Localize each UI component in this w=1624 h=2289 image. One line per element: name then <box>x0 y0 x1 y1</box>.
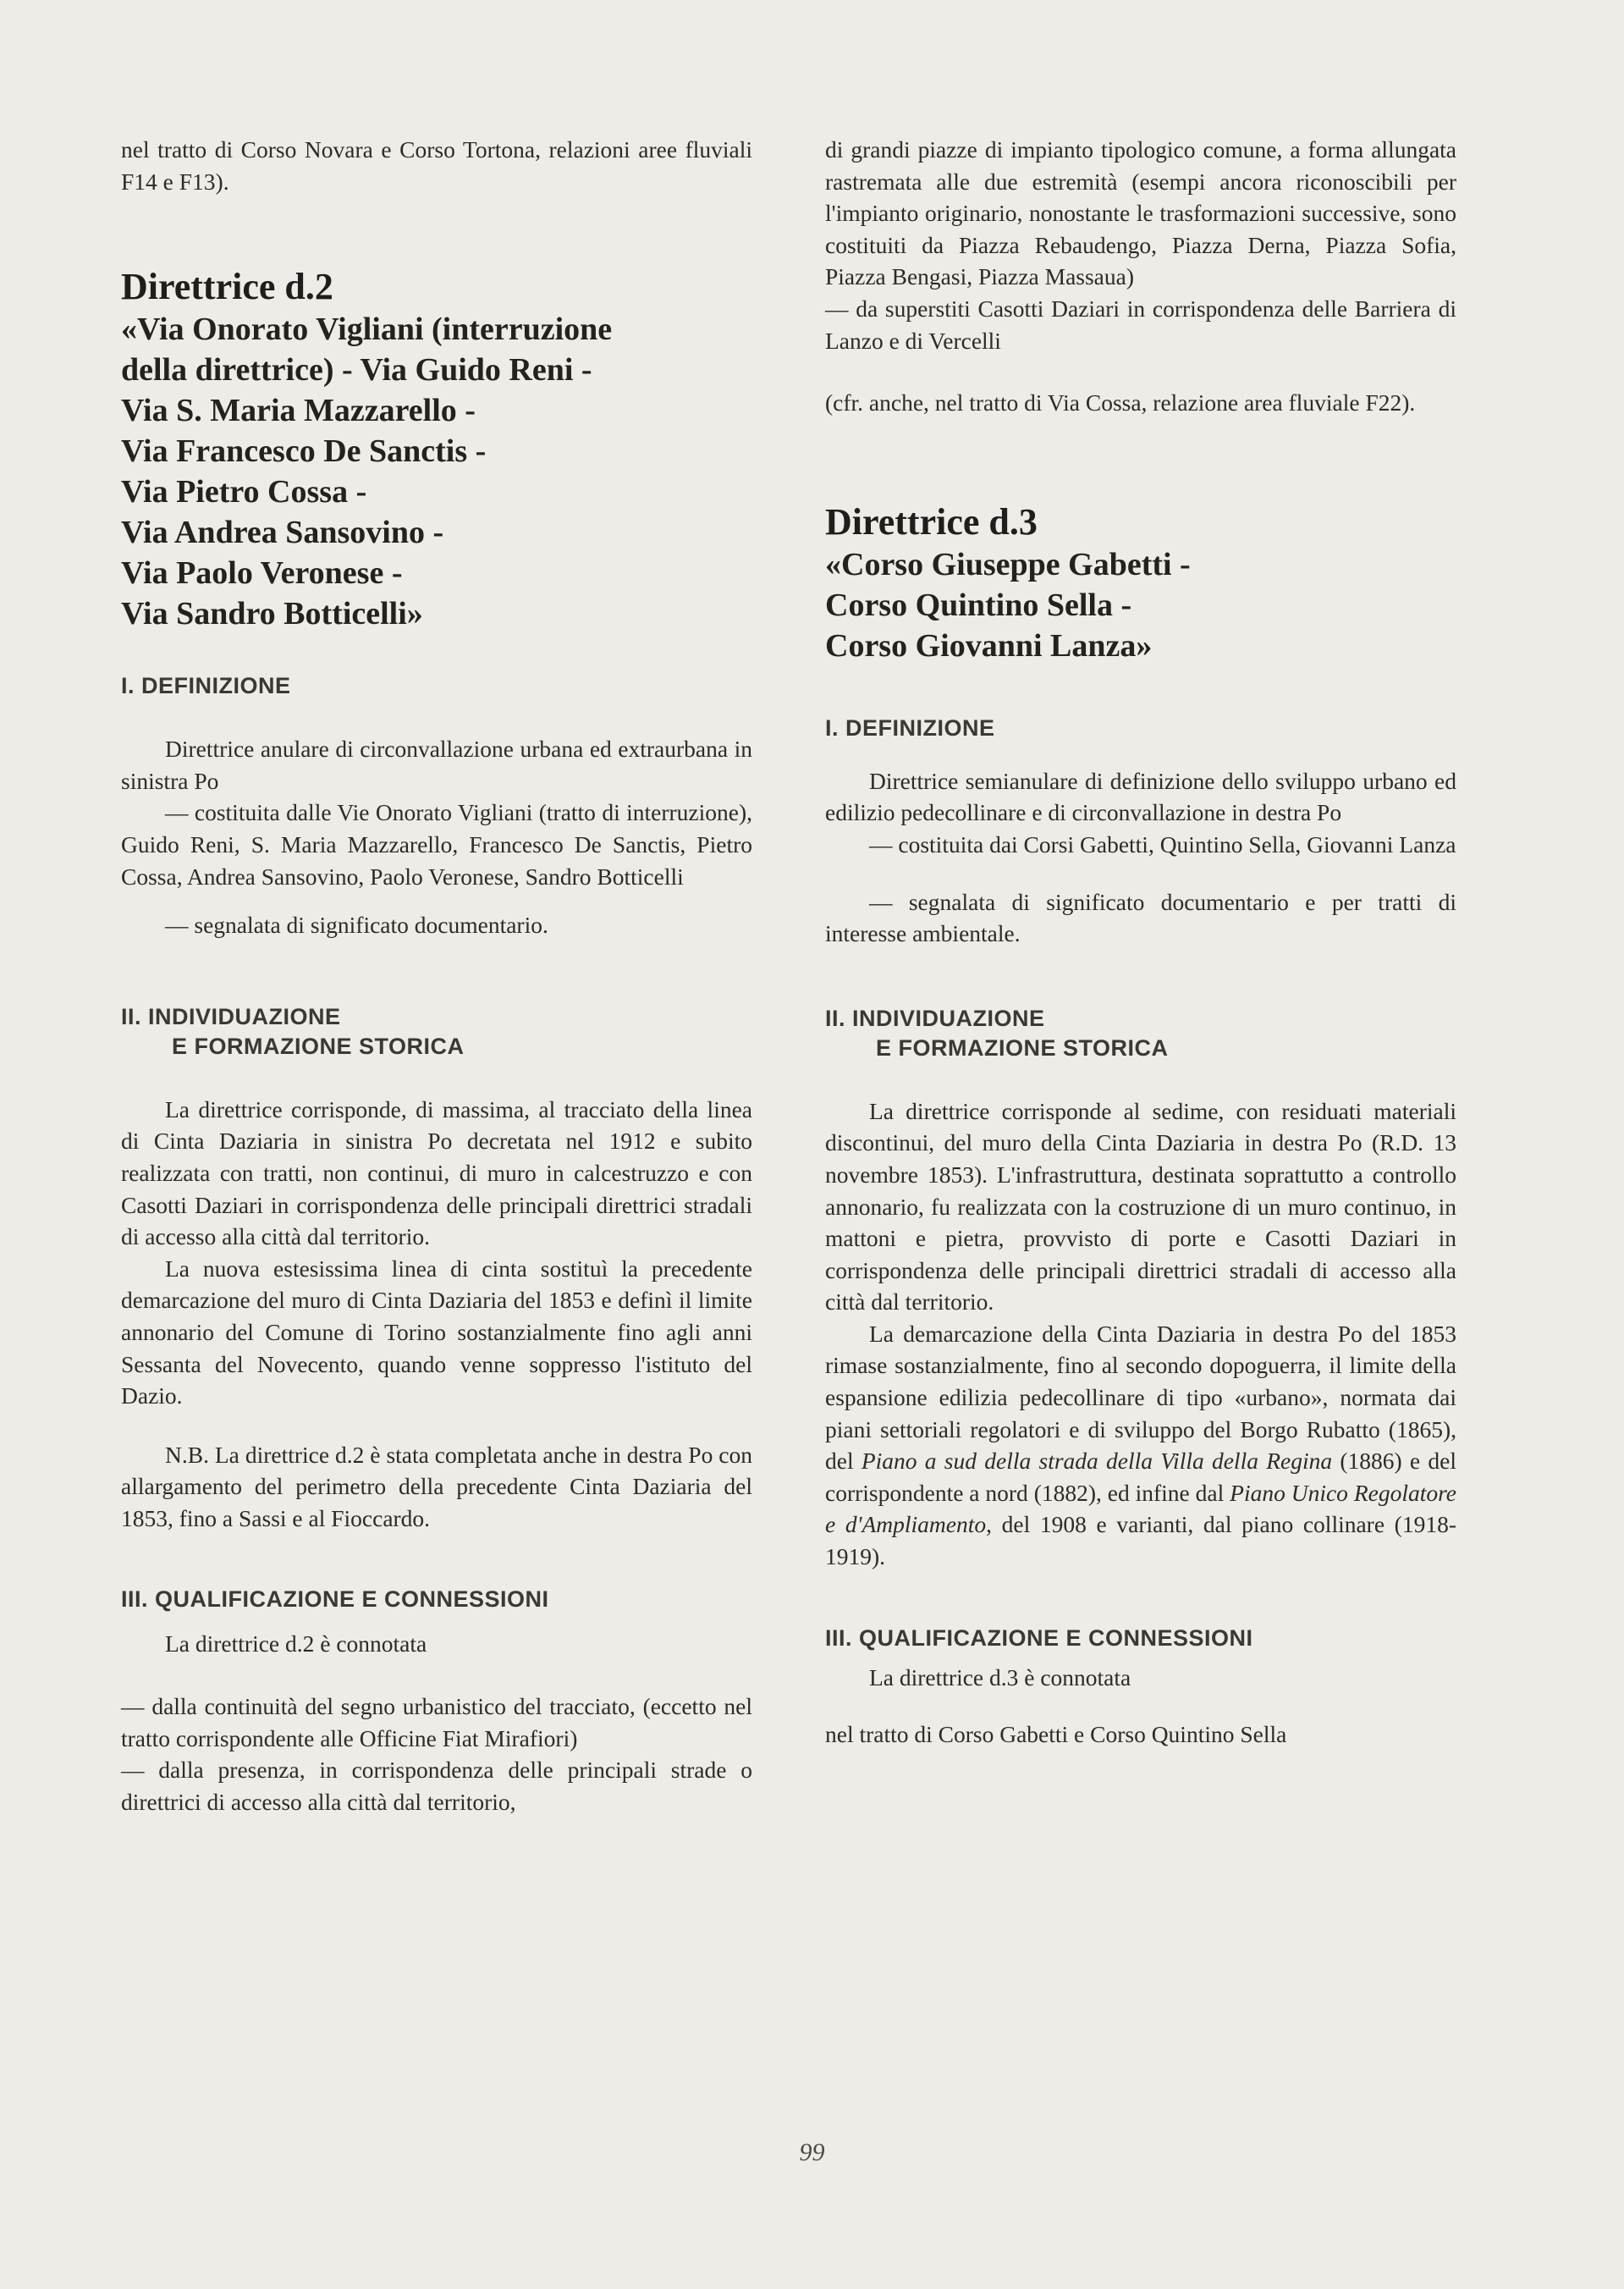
heading-qualificazione: III. QUALIFICAZIONE E CONNESSIONI <box>825 1624 1253 1651</box>
heading-qualificazione: III. QUALIFICAZIONE E CONNESSIONI <box>121 1586 549 1613</box>
left-column <box>121 134 752 1817</box>
paragraph: (cfr. anche, nel tratto di Via Cossa, relazione area fluviale F22). <box>825 389 1416 416</box>
paragraph: — da superstiti Casotti Daziari in corrispondenza delle Barriera di Lanzo e di Vercelli <box>825 295 1456 354</box>
heading-individuazione: II. INDIVIDUAZIONE E FORMAZIONE STORICA <box>121 1003 465 1059</box>
heading-definizione: I. DEFINIZIONE <box>825 714 995 741</box>
paragraph-note: N.B. La direttrice d.2 è stata completata anche in destra Po con allargamento del perimetro della precedente Cinta Daziaria del 1853, fino a Sassi e al Fioccardo. <box>121 1441 752 1531</box>
section-title: Direttrice d.2 <box>121 266 333 308</box>
paragraph: La nuova estesissima linea di cinta sostituì la precedente demarcazione del muro di Cinta Daziaria del 1853 e definì il limite annonario del Comune di Torino sostanzialmente fino agli anni Sessanta del Novecento, quando venne soppresso l'istituto del Dazio. <box>121 1255 752 1409</box>
paragraph: — dalla continuità del segno urbanistico del tracciato, (eccetto nel tratto corrispondente alle Officine Fiat Mirafiori) <box>121 1693 752 1751</box>
page-number: 99 <box>799 2138 825 2166</box>
section-subtitle: «Corso Giuseppe Gabetti - Corso Quintino Sella - Corso Giovanni Lanza» <box>825 546 1191 664</box>
paragraph: di grandi piazze di impianto tipologico comune, a forma allungata rastremata alle due estremità (esempi ancora riconoscibili per l'impianto originario, nonostante le trasformazioni successive, sono costituiti da Piazza Rebaudengo, Piazza Derna, Piazza Sofia, Piazza Bengasi, Piazza Massaua) <box>825 136 1456 290</box>
paragraph: La direttrice d.2 è connotata <box>165 1630 427 1657</box>
section-subtitle: «Via Onorato Vigliani (interruzione della direttrice) - Via Guido Reni - Via S. Maria Mazzarello - Via Francesco De Sanctis - Via Pietro Cossa - Via Andrea Sansovino - Via Paolo Veronese - Via Sandro Botticelli» <box>121 312 613 632</box>
section-title: Direttrice d.3 <box>825 500 1038 543</box>
paragraph: — costituita dai Corsi Gabetti, Quintino Sella, Giovanni Lanza <box>869 830 1456 858</box>
paragraph: Direttrice anulare di circonvallazione urbana ed extraurbana in sinistra Po <box>121 736 752 794</box>
paragraph: — segnalata di significato documentario. <box>165 912 548 939</box>
paragraph: — costituita dalle Vie Onorato Vigliani (tratto di interruzione), Guido Reni, S. Maria Mazzarello, Francesco De Sanctis, Pietro Cossa, Andrea Sansovino, Paolo Veronese, Sandro Botticelli <box>121 799 752 890</box>
paragraph: La direttrice corrisponde al sedime, con residuati materiali discontinui, del muro della Cinta Daziaria in destra Po (R.D. 13 novembre 1853). L'infrastruttura, destinata soprattutto a controllo annonario, fu realizzata con la costruzione di un muro continuo, in mattoni e pietra, provvisto di porte e Casotti Daziari in corrispondenza delle principali direttrici stradali di accesso alla città dal territorio. <box>825 1097 1456 1315</box>
paragraph: Direttrice semianulare di definizione dello sviluppo urbano ed edilizio pedecollinare e di circonvallazione in destra Po <box>825 767 1456 826</box>
right-column <box>825 134 1456 1751</box>
paragraph: La direttrice d.3 è connotata <box>869 1663 1131 1691</box>
paragraph: nel tratto di Corso Gabetti e Corso Quintino Sella <box>825 1721 1287 1748</box>
heading-definizione: I. DEFINIZIONE <box>121 673 291 699</box>
paragraph: — segnalata di significato documentario e per tratti di interesse ambientale. <box>825 888 1456 947</box>
heading-individuazione: II. INDIVIDUAZIONE E FORMAZIONE STORICA <box>825 1005 1169 1061</box>
paragraph: La direttrice corrisponde, di massima, al tracciato della linea di Cinta Daziaria in sinistra Po decretata nel 1912 e subito realizzata con tratti, non continui, di muro in calcestruzzo e con Casotti Daziari in corrispondenza delle principali direttrici stradali di accesso alla città dal territorio. <box>121 1095 752 1250</box>
paragraph: nel tratto di Corso Novara e Corso Tortona, relazioni aree fluviali F14 e F13). <box>121 136 752 195</box>
paragraph: — dalla presenza, in corrispondenza delle principali strade o direttrici di accesso alla città dal territorio, <box>121 1757 752 1815</box>
paragraph: La demarcazione della Cinta Daziaria in destra Po del 1853 rimase sostanzialmente, fino al secondo dopoguerra, il limite della espansione edilizia pedecollinare di tipo «urbano», normata dai piani settoriali regolatori e di sviluppo del Borgo Rubatto (1865), del Piano a sud della strada della Villa della Regina (1886) e del corrispondente a nord (1882), ed infine dal Piano Unico Regolatore e d'Ampliamento, del 1908 e varianti, dal piano collinare (1918-1919). <box>825 1320 1456 1570</box>
